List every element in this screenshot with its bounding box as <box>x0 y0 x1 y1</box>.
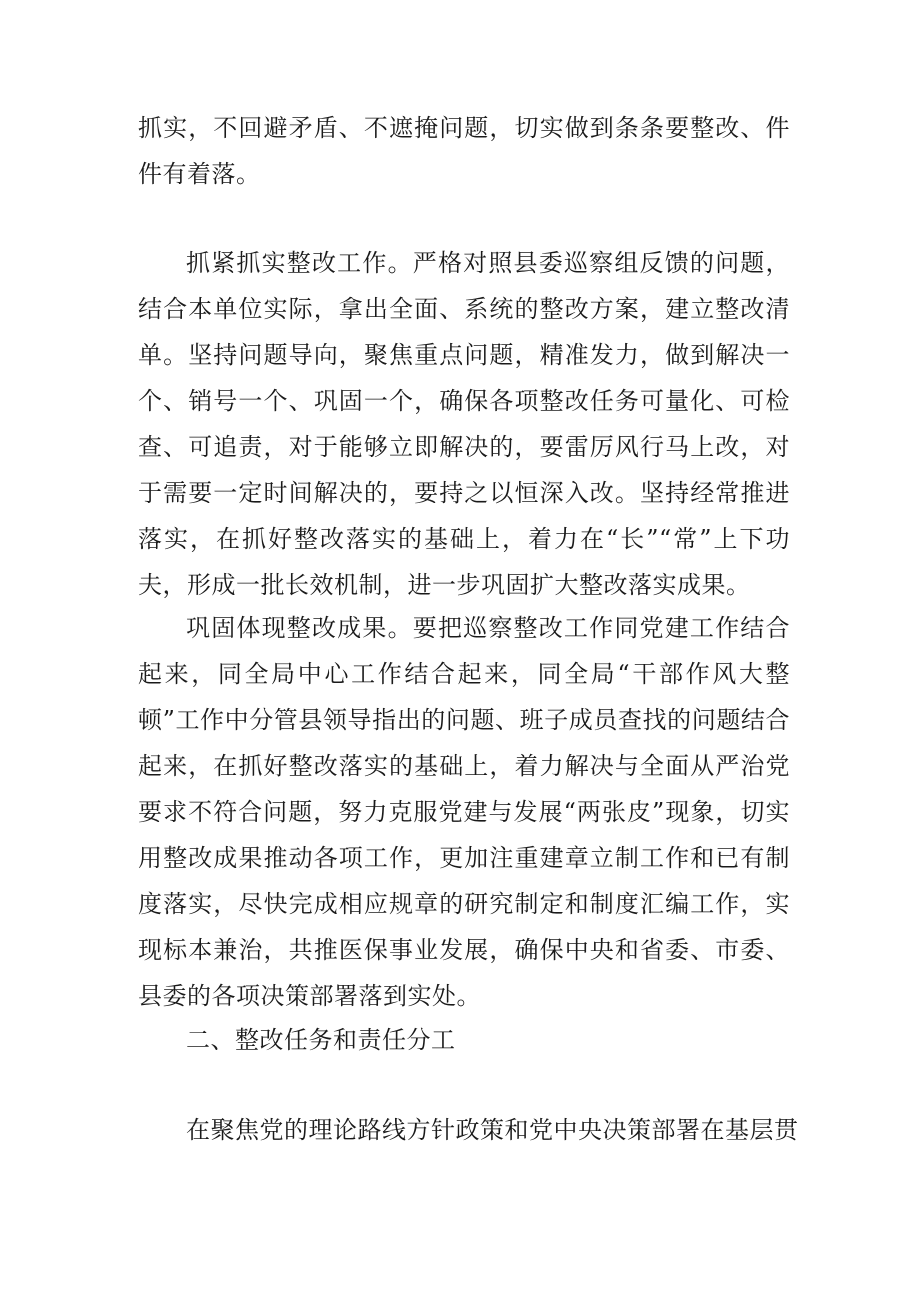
paragraph-continuation: 抓实，不回避矛盾、不遮掩问题，切实做到条条要整改、件件有着落。 <box>138 114 790 188</box>
paragraph-rectification-work: 抓紧抓实整改工作。严格对照县委巡察组反馈的问题，结合本单位实际，拿出全面、系统的整改方案，建立整改清单。坚持问题导向，聚焦重点问题，精准发力，做到解决一个、销号一个、巩固一个，确保各项整改任务可量化、可检查、可追责，对于能够立即解决的，要雷厉风行马上改，对于需要一定时间解决的，要持之以恒深入改。坚持经常推进落实，在抓好整改落实的基础上，着力在“长”“常”上下功夫，形成一批长效机制，进一步巩固扩大整改落实成果。 <box>138 249 790 599</box>
section-heading: 二、整改任务和责任分工 <box>186 1026 456 1054</box>
paragraph-consolidate-results: 巩固体现整改成果。要把巡察整改工作同党建工作结合起来，同全局中心工作结合起来，同全局“干部作风大整顿”工作中分管县领导指出的问题、班子成员查找的问题结合起来，在抓好整改落实的基础上，着力解决与全面从严治党要求不符合问题，努力克服党建与发展“两张皮”现象，切实用整改成果推动各项工作，更加注重建章立制工作和已有制度落实，尽快完成相应规章的研究制定和制度汇编工作，实现标本兼治，共推医保事业发展，确保中央和省委、市委、县委的各项决策部署落到实处。 <box>138 614 790 1010</box>
paragraph-tasks-intro: 在聚焦党的理论路线方针政策和党中央决策部署在基层贯 <box>186 1116 799 1144</box>
